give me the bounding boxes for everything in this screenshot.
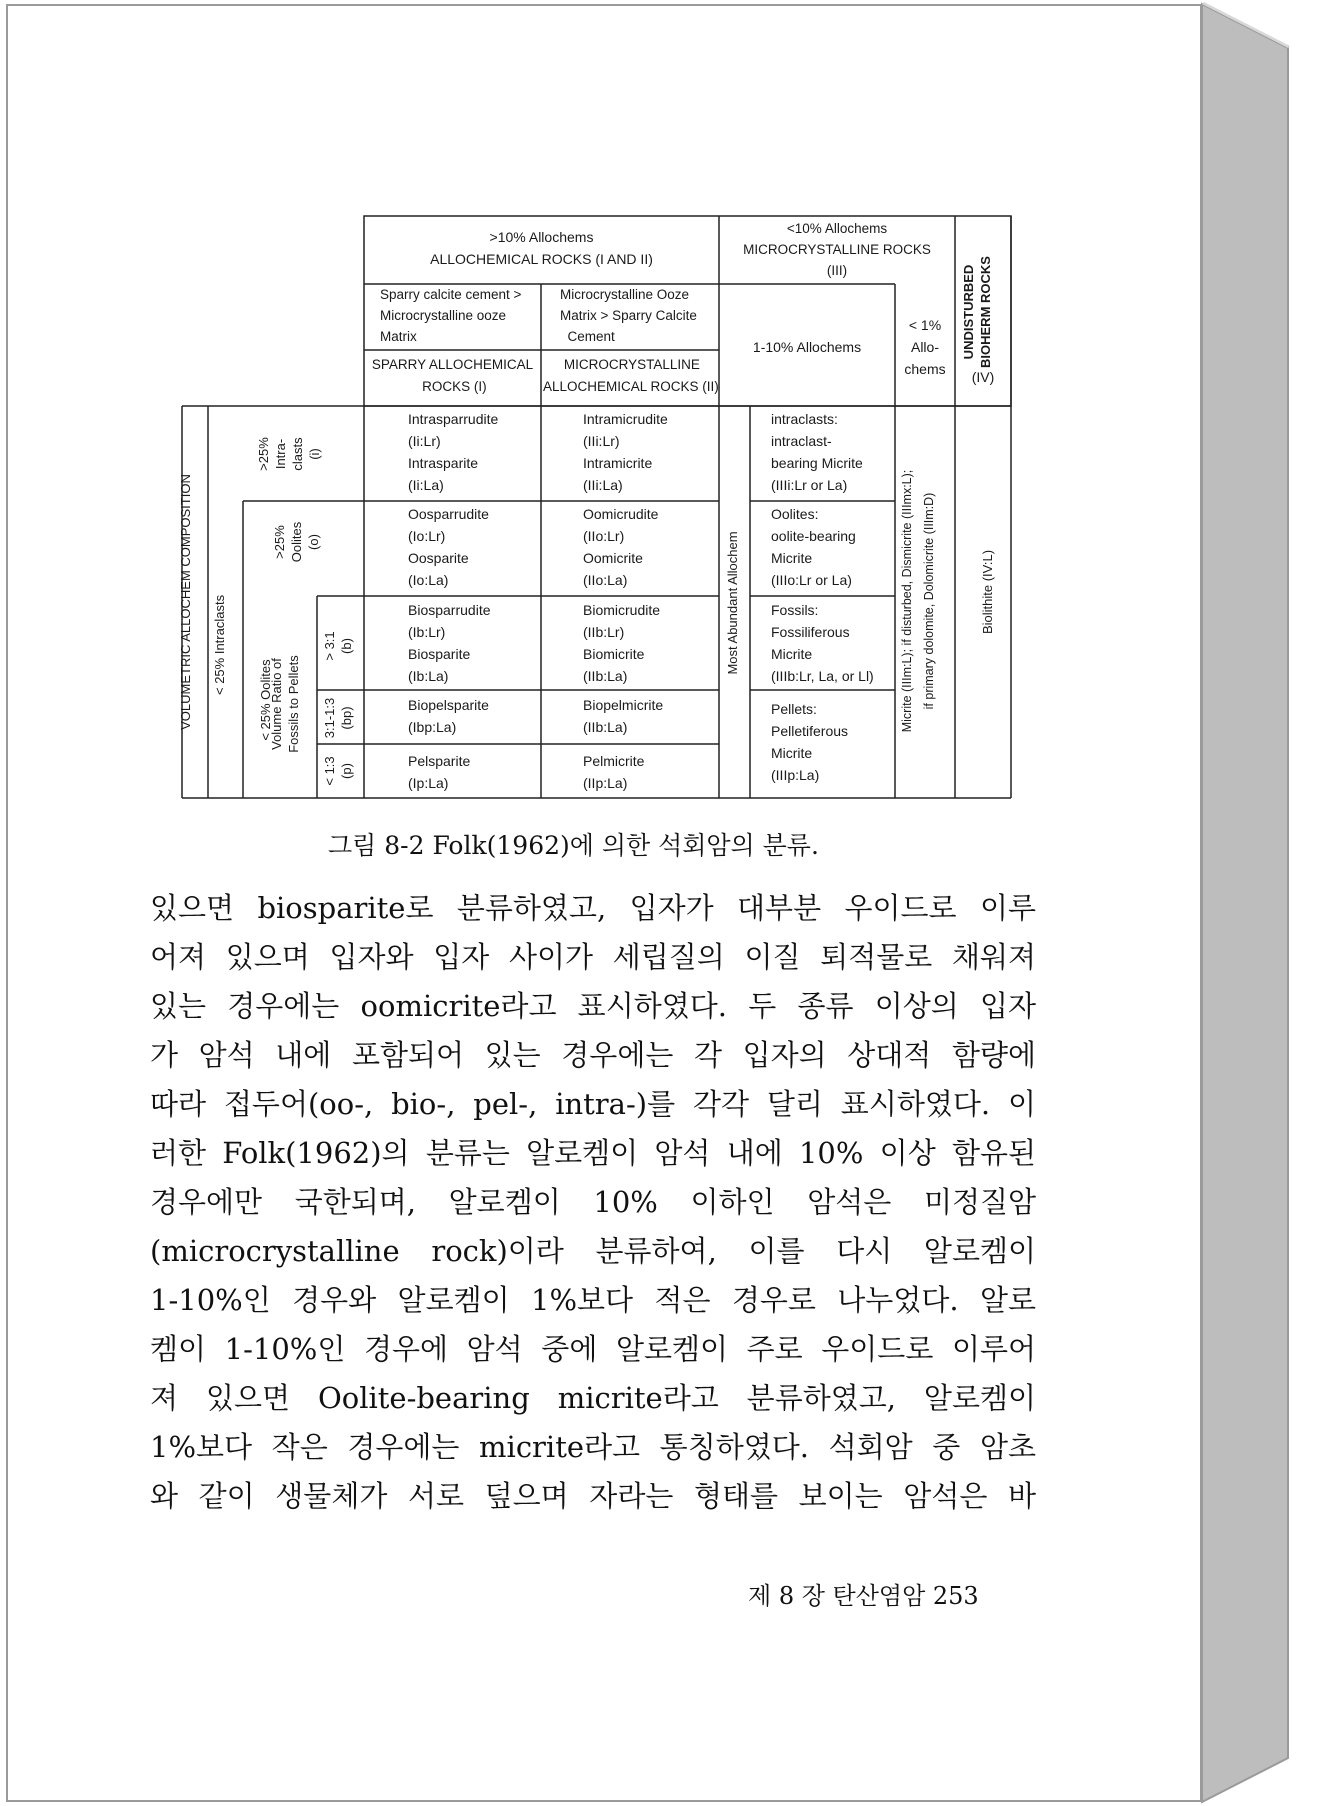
label-intraclasts-gt25: >25% Intra- clasts (i): [256, 437, 322, 471]
header-undisturbed-number: (IV): [971, 369, 995, 385]
body-line: 1%보다 작은 경우에는 micrite라고 통칭하였다. 석회암 중 암초: [150, 1430, 1036, 1464]
page-footer: 제 8 장 탄산염암 253: [748, 1582, 979, 1610]
micro-row-biopel: Biopelmicrite (IIb:La): [583, 697, 664, 735]
body-line: 있는 경우에는 oomicrite라고 표시하였다. 두 종류 이상의 입자: [150, 989, 1036, 1023]
group3-fossils: Fossils: Fossiliferous Micrite (IIIb:Lr, La, or Ll): [771, 602, 874, 684]
sparry-row-biopel: Biopelsparite (Ibp:La): [408, 697, 489, 735]
body-line: 어져 있으며 입자와 입자 사이가 세립질의 이질 퇴적물로 채워져: [150, 940, 1036, 974]
micro-row-intraclasts: Intramicrudite (IIi:Lr) Intramicrite (IIi:La): [583, 411, 668, 493]
body-line: 경우에만 국한되며, 알로켐이 10% 이하인 암석은 미정질암: [150, 1185, 1036, 1219]
label-ratio-bp: 3:1-1:3 (bp): [322, 697, 354, 739]
body-line: 러한 Folk(1962)의 분류는 알로켐이 암석 내에 10% 이상 함유된: [150, 1136, 1036, 1170]
header-sparry-allochemical-rocks: SPARRY ALLOCHEMICAL ROCKS (I): [371, 357, 534, 394]
label-most-abundant-allochem: Most Abundant Allochem: [725, 531, 740, 675]
body-line: 따라 접두어(oo-, bio-, pel-, intra-)를 각각 달리 표시하였다. 이: [150, 1087, 1036, 1121]
label-oolites-lt25: < 25% Oolites: [258, 659, 273, 741]
header-undisturbed-bioherm: UNDISTURBED BIOHERM ROCKS: [961, 256, 993, 368]
body-line: 켐이 1-10%인 경우에 암석 중에 알로켐이 주로 우이드로 이루어: [150, 1332, 1036, 1366]
micro-row-fossils: Biomicrudite (IIb:Lr) Biomicrite (IIb:La): [583, 602, 661, 684]
label-micrite-1: Micrite (IIIm:L); if disturbed, Dismicrite (IIImx:L);: [900, 469, 914, 733]
sparry-row-intraclasts: Intrasparrudite (Ii:Lr) Intrasparite (Ii:La): [408, 411, 499, 493]
header-sparry-cement: Sparry calcite cement > Microcrystalline ooze Matrix: [380, 287, 522, 344]
figure-caption: 그림 8-2 Folk(1962)에 의한 석회암의 분류.: [328, 831, 819, 860]
header-allochemical-rocks: >10% Allochems ALLOCHEMICAL ROCKS (I AND II): [430, 229, 653, 267]
label-micrite-2: if primary dolomite, Dolomicrite (IIIm:D): [922, 492, 936, 710]
header-micro-ooze: Microcrystalline Ooze Matrix > Sparry Calcite Cement: [560, 287, 697, 344]
label-volumetric-allochem: VOLUMETRIC ALLOCHEM COMPOSITION: [178, 474, 193, 730]
sparry-row-fossils: Biosparrudite (Ib:Lr) Biosparite (Ib:La): [408, 602, 491, 684]
label-oolites-gt25: >25% Oolites (o): [272, 521, 321, 563]
body-line: 있으면 biosparite로 분류하였고, 입자가 대부분 우이드로 이루: [150, 891, 1036, 925]
group3-intraclasts: intraclasts: intraclast- bearing Micrite (IIIi:Lr or La): [771, 411, 863, 493]
body-paragraph: [150, 884, 1036, 1521]
header-lt1-allochems: < 1% Allo- chems: [904, 317, 946, 377]
body-line: (microcrystalline rock)이라 분류하여, 이를 다시 알로켐이: [150, 1234, 1036, 1268]
micro-row-oolites: Oomicrudite (IIo:Lr) Oomicrite (IIo:La): [583, 506, 659, 588]
label-volume-ratio: Volume Ratio of Fossils to Pellets: [269, 655, 301, 753]
label-intraclasts-lt25: < 25% Intraclasts: [212, 594, 227, 695]
body-line: 1-10%인 경우와 알로켐이 1%보다 적은 경우로 나누었다. 알로: [150, 1283, 1036, 1317]
body-line: 져 있으면 Oolite-bearing micrite라고 분류하였고, 알로켐이: [150, 1381, 1036, 1415]
header-1-10-allochems: 1-10% Allochems: [752, 339, 862, 355]
body-line: 와 같이 생물체가 서로 덮으며 자라는 형태를 보이는 암석은 바: [150, 1479, 1036, 1513]
sparry-row-pellets: Pelsparite (Ip:La): [408, 753, 471, 791]
body-line: 가 암석 내에 포함되어 있는 경우에는 각 입자의 상대적 함량에: [150, 1038, 1036, 1072]
header-microcrystalline-allochemical-rocks: MICROCRYSTALLINE ALLOCHEMICAL ROCKS (II): [543, 357, 719, 394]
micro-row-pellets: Pelmicrite (IIp:La): [583, 753, 645, 791]
label-biolithite: Biolithite (IV:L): [980, 549, 995, 635]
group3-pellets: Pellets: Pelletiferous Micrite (IIIp:La): [771, 701, 849, 783]
label-ratio-b: > 3:1 (b): [322, 631, 354, 661]
group3-oolites: Oolites: oolite-bearing Micrite (IIIo:Lr or La): [771, 506, 856, 588]
label-ratio-p: < 1:3 (p): [322, 756, 354, 786]
header-microcrystalline-rocks: <10% Allochems MICROCRYSTALLINE ROCKS (III): [743, 221, 931, 278]
sparry-row-oolites: Oosparrudite (Io:Lr) Oosparite (Io:La): [408, 506, 489, 588]
